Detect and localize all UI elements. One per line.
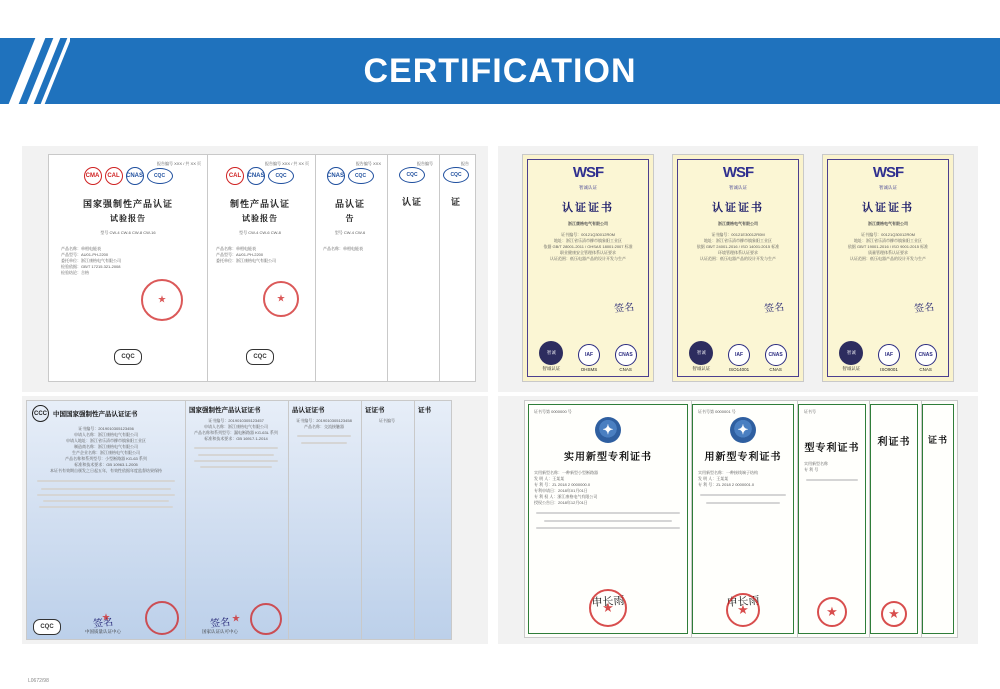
cqc-mark-icon: CQC bbox=[33, 619, 61, 635]
certificate-field: 产品名称：单相电能表 bbox=[323, 246, 363, 251]
certificate-card[interactable] bbox=[286, 400, 362, 640]
cnas-logo-icon: CNAS bbox=[126, 167, 144, 185]
certification-logo-row bbox=[443, 167, 469, 183]
page-title: CERTIFICATION bbox=[363, 51, 637, 90]
national-emblem-icon: ✦ bbox=[595, 417, 621, 443]
cqc-logo-icon: CQC bbox=[443, 167, 469, 183]
certificate-subtitle: 试验报告 bbox=[242, 214, 278, 223]
certificate-field: 委托单位：浙江康格电气有限公司 bbox=[216, 258, 276, 263]
accreditation-marks bbox=[678, 341, 798, 372]
certificate-title: 证书 bbox=[418, 407, 431, 414]
certificate-card[interactable] bbox=[48, 154, 208, 382]
red-seal-stamp bbox=[250, 603, 282, 635]
cqc-mark-icon: CQC bbox=[246, 349, 274, 365]
certificate-title: 认证证书 bbox=[862, 202, 914, 214]
certificate-lines bbox=[684, 232, 792, 262]
certificate-card[interactable] bbox=[524, 400, 692, 638]
cnas-logo-icon: CNAS bbox=[327, 167, 345, 185]
certificate-line: 申请人名称：浙江康格电气有限公司 bbox=[204, 424, 268, 429]
certificate-title: 用新型专利证书 bbox=[704, 452, 782, 463]
cqc-logo-icon: CQC bbox=[399, 167, 425, 183]
certificate-field: 产品型号：AU01-PH-2200 bbox=[61, 252, 109, 257]
national-emblem-icon: ✦ bbox=[730, 417, 756, 443]
certificate-line: 证书编号：2019010305123456 bbox=[78, 426, 134, 431]
certificate-line: 产品名称：交流接触器 bbox=[304, 424, 344, 429]
accreditation-marks bbox=[828, 341, 948, 372]
red-seal-stamp bbox=[263, 281, 299, 317]
cnas-mark-icon: CNAS bbox=[615, 344, 637, 366]
certificate-product-line: 型号 CW-4 CW-6 bbox=[334, 230, 366, 235]
signature: 签名 bbox=[613, 301, 635, 316]
bottom-identifier: L0672/98 bbox=[28, 678, 49, 684]
mark-label: OHSMS bbox=[580, 367, 598, 372]
certificate-line: 实用新型名称：一种新型小型断路器 bbox=[534, 470, 598, 475]
certificate-line: 申请人地址：浙江省乐清市柳市镇象阳工业区 bbox=[66, 438, 146, 443]
certificate-line: 依据 GB/T 28001-2011 / OHSAS 18001:2007 标准 bbox=[543, 244, 633, 249]
page-header-banner bbox=[0, 38, 1000, 104]
certificate-line: 证书编号：00121Q30012R0M bbox=[861, 232, 915, 237]
wsf-seal-icon: 智诚 bbox=[839, 341, 863, 365]
certificate-lines bbox=[287, 416, 361, 450]
certification-logo-row bbox=[211, 167, 309, 185]
certificate-grid bbox=[22, 146, 978, 646]
issuing-authority: 中国质量认证中心 bbox=[85, 629, 121, 634]
certificate-lines bbox=[360, 416, 414, 426]
red-seal-stamp bbox=[817, 597, 847, 627]
red-seal-stamp bbox=[589, 589, 627, 627]
certificate-fields bbox=[211, 246, 309, 264]
certificate-title: 中国国家强制性产品认证证书 bbox=[53, 411, 138, 418]
certificate-card[interactable] bbox=[183, 400, 289, 640]
certificate-line: 专 利 号 bbox=[804, 467, 819, 472]
certificate-header-note: 报告 bbox=[461, 161, 469, 166]
certificate-product-line: 型号 CW-4 CW-6 CW-8 bbox=[239, 230, 281, 235]
wsf-logo-subtitle: 智诚认证 bbox=[579, 185, 597, 190]
certificate-title: 品认证证书 bbox=[292, 407, 325, 414]
wsf-logo-icon: WSF 智诚认证 bbox=[534, 165, 642, 195]
red-seal-stamp bbox=[881, 601, 907, 627]
certification-logo-row bbox=[55, 167, 201, 185]
certificate-line: 实用新型名称：一种接线端子结构 bbox=[698, 470, 758, 475]
certificate-header-note: 证书号第 0000001 号 bbox=[698, 409, 736, 414]
certification-logo-row bbox=[319, 167, 381, 185]
certificate-line: 认证范围：低压电器产品的设计开发与生产 bbox=[550, 256, 626, 261]
certificate-line: 质量管理体系认证要求 bbox=[868, 250, 908, 255]
certificate-lines bbox=[184, 416, 288, 474]
certificate-header-note: 证书号第 0000000 号 bbox=[534, 409, 572, 414]
certificate-title: 证 bbox=[450, 197, 461, 207]
ccc-logo-icon: CCC bbox=[32, 405, 49, 422]
certificate-line: 依据 GB/T 19001-2016 / ISO 9001:2015 标准 bbox=[847, 244, 929, 249]
certificate-card[interactable] bbox=[359, 400, 415, 640]
certificate-line: 生产企业名称：浙江康格电气有限公司 bbox=[72, 450, 140, 455]
signature: 申长雨 bbox=[726, 594, 760, 610]
certificate-card[interactable] bbox=[688, 400, 798, 638]
certificate-card[interactable] bbox=[312, 154, 388, 382]
certificate-line: 地址：浙江省乐清市柳市镇象阳工业区 bbox=[554, 238, 622, 243]
certificate-lines bbox=[834, 232, 942, 262]
wsf-seal-icon: 智诚 bbox=[689, 341, 713, 365]
certificate-line: 认证范围：低压电器产品的设计开发与生产 bbox=[850, 256, 926, 261]
wsf-logo-subtitle: 智诚认证 bbox=[729, 185, 747, 190]
certificate-line: 标准和技术要求：GB 10963.1-2005 bbox=[74, 462, 138, 467]
cqc-mark-icon: CQC bbox=[114, 349, 142, 365]
certificate-card[interactable] bbox=[918, 400, 958, 638]
mark-label: CNAS bbox=[919, 367, 932, 372]
wsf-logo-subtitle: 智诚认证 bbox=[879, 185, 897, 190]
certificate-line: 产品名称和系列型号：漏电断路器 KG-63L 系列 bbox=[194, 430, 278, 435]
certificate-line: 申请人名称：浙江康格电气有限公司 bbox=[74, 432, 138, 437]
certificate-field: 产品名称：单相电能表 bbox=[216, 246, 256, 251]
certificate-line: 专利申请日：2018年01月01日 bbox=[534, 488, 588, 493]
certificate-field: 检验依据：GB/T 17215.321-2008 bbox=[61, 264, 121, 269]
signature: 签名 bbox=[763, 301, 785, 316]
cma-logo-icon: CMA bbox=[84, 167, 102, 185]
certificate-line: 地址：浙江省乐清市柳市镇象阳工业区 bbox=[704, 238, 772, 243]
certificate-line: 证书编号：2019010305123458 bbox=[296, 418, 352, 423]
certificate-line: 地址：浙江省乐清市柳市镇象阳工业区 bbox=[854, 238, 922, 243]
certificate-lines bbox=[534, 470, 682, 529]
certificate-title: 证书 bbox=[928, 435, 948, 445]
cqc-logo-icon: CQC bbox=[147, 168, 173, 184]
certificate-line: 制造商名称：浙江康格电气有限公司 bbox=[74, 444, 138, 449]
wsf-logo-icon: WSF 智诚认证 bbox=[684, 165, 792, 195]
certificate-line: 环境管理体系认证要求 bbox=[718, 250, 758, 255]
certificate-title: 实用新型专利证书 bbox=[564, 452, 652, 463]
certificate-stack bbox=[22, 396, 488, 644]
certificate-card[interactable] bbox=[672, 154, 804, 382]
accreditation-marks bbox=[528, 341, 648, 372]
certificate-company: 浙江康格电气有限公司 bbox=[868, 221, 908, 226]
certificate-line: 认证范围：低压电器产品的设计开发与生产 bbox=[700, 256, 776, 261]
iaf-mark-icon: IAF bbox=[728, 344, 750, 366]
certificate-line: 专 利 权 人：浙江康格电气有限公司 bbox=[534, 494, 598, 499]
certificate-header-note: 报告编号 XXX bbox=[355, 161, 381, 166]
certificate-field: 委托单位：浙江康格电气有限公司 bbox=[61, 258, 121, 263]
certificate-stack bbox=[498, 146, 978, 392]
certificate-line: 本证书有效期自颁发之日起五年，有效性依据年度监督结果保持 bbox=[50, 468, 162, 473]
mark-label: CNAS bbox=[619, 367, 632, 372]
certificate-title: 认证证书 bbox=[712, 202, 764, 214]
mark-label: 智诚认证 bbox=[542, 366, 561, 371]
certificate-header-note: 报告编号 XXX / 共 XX 页 bbox=[264, 161, 309, 166]
certificate-fields bbox=[55, 246, 201, 276]
certificate-field: 检验结论：合格 bbox=[61, 270, 89, 275]
certificate-lines bbox=[534, 232, 642, 262]
certificate-line: 产品名称和系列型号：小型断路器 KG-63 系列 bbox=[65, 456, 147, 461]
signature: 签名 bbox=[209, 616, 231, 631]
certificate-title: 证证书 bbox=[365, 407, 385, 414]
red-seal-stamp bbox=[726, 593, 760, 627]
cnas-mark-icon: CNAS bbox=[915, 344, 937, 366]
issuing-authority: 国家认证认可中心 bbox=[202, 629, 238, 634]
signature: 申长雨 bbox=[591, 594, 625, 610]
certificate-line: 发 明 人：王某某 bbox=[698, 476, 729, 481]
certificate-card[interactable] bbox=[412, 400, 452, 640]
mark-label: ISO14001 bbox=[728, 367, 750, 372]
certificate-title: 型专利证书 bbox=[804, 443, 860, 454]
cnas-mark-icon: CNAS bbox=[765, 344, 787, 366]
certificate-lines bbox=[804, 461, 860, 481]
certificate-title: 利证书 bbox=[877, 437, 911, 448]
wsf-logo-icon: WSF 智诚认证 bbox=[834, 165, 942, 195]
red-seal-stamp bbox=[141, 279, 183, 321]
mark-label: 智诚认证 bbox=[692, 366, 711, 371]
certificate-field: 产品型号：AU01-PH-2200 bbox=[216, 252, 264, 257]
certificate-card[interactable] bbox=[822, 154, 954, 382]
cal-logo-icon: CAL bbox=[105, 167, 123, 185]
certificate-card[interactable] bbox=[866, 400, 922, 638]
signature: 签名 bbox=[913, 301, 935, 316]
certificate-title: 品认证 bbox=[334, 199, 365, 209]
certificate-line: 职业健康安全管理体系认证要求 bbox=[560, 250, 616, 255]
certificate-stack bbox=[22, 146, 488, 392]
signature: 签名 bbox=[92, 616, 114, 631]
certificate-title: 制性产品认证 bbox=[229, 199, 290, 209]
mark-label: ISO9001 bbox=[880, 367, 898, 372]
certificate-group-wsf-system bbox=[498, 146, 978, 392]
certificate-group-cqc-test-reports bbox=[22, 146, 488, 392]
certificate-card[interactable] bbox=[436, 154, 476, 382]
certificate-line: 证书编号：00121Q30012R0M bbox=[561, 232, 615, 237]
certificate-line: 证书编号：2019010305123457 bbox=[208, 418, 264, 423]
certificate-line: 实用新型名称 bbox=[804, 461, 828, 466]
certificate-card[interactable] bbox=[522, 154, 654, 382]
certificate-company: 浙江康格电气有限公司 bbox=[718, 221, 758, 226]
certificate-fields bbox=[319, 246, 381, 252]
certificate-group-ccc-product bbox=[22, 396, 488, 644]
certificate-lines bbox=[698, 470, 788, 504]
certificate-title: 认证 bbox=[401, 197, 422, 207]
certificate-product-line: 型号 CW-4 CW-6 CW-8 CW-16 bbox=[100, 230, 156, 235]
cqc-logo-icon: CQC bbox=[268, 168, 294, 184]
certificate-card[interactable] bbox=[26, 400, 186, 640]
certificate-title: 认证证书 bbox=[562, 202, 614, 214]
certificate-header-note: 证书号 bbox=[804, 409, 816, 414]
certificate-line: 专 利 号：ZL 2018 2 0000001.0 bbox=[698, 482, 755, 487]
certificate-line: 证书编号 bbox=[379, 418, 395, 423]
certificate-header-note: 报告编号 XXX / 共 XX 页 bbox=[156, 161, 201, 166]
certificate-header-note: 报告编号 bbox=[417, 161, 433, 166]
wsf-seal-icon: 智诚 bbox=[539, 341, 563, 365]
mark-label: 智诚认证 bbox=[842, 366, 861, 371]
certificate-subtitle: 告 bbox=[345, 214, 355, 223]
certificate-card[interactable] bbox=[794, 400, 870, 638]
certificate-card[interactable] bbox=[204, 154, 316, 382]
certificate-line: 授权公告日：2018年12月01日 bbox=[534, 500, 588, 505]
certificate-lines bbox=[27, 424, 185, 514]
red-seal-stamp bbox=[145, 601, 179, 635]
cal-logo-icon: CAL bbox=[226, 167, 244, 185]
certificate-subtitle: 试验报告 bbox=[110, 214, 146, 223]
certificate-field: 产品名称：单相电能表 bbox=[61, 246, 101, 251]
certificate-line: 标准和技术要求：GB 16917.1-2014 bbox=[204, 436, 268, 441]
iaf-mark-icon: IAF bbox=[578, 344, 600, 366]
certificate-stack bbox=[498, 396, 978, 644]
certificate-line: 证书编号：00121E30012R0M bbox=[711, 232, 765, 237]
certificate-line: 发 明 人：王某某 bbox=[534, 476, 565, 481]
certificate-company: 浙江康格电气有限公司 bbox=[568, 221, 608, 226]
certificate-group-utility-patents bbox=[498, 396, 978, 644]
cqc-logo-icon: CQC bbox=[348, 168, 374, 184]
banner-decoration bbox=[0, 38, 70, 104]
certificate-title: 国家强制性产品认证 bbox=[82, 199, 173, 209]
certificate-card[interactable] bbox=[384, 154, 440, 382]
iaf-mark-icon: IAF bbox=[878, 344, 900, 366]
certification-logo-row bbox=[391, 167, 433, 183]
certificate-line: 专 利 号：ZL 2018 2 0000000.0 bbox=[534, 482, 591, 487]
certificate-line: 依据 GB/T 24001-2016 / ISO 14001:2015 标准 bbox=[696, 244, 780, 249]
cnas-logo-icon: CNAS bbox=[247, 167, 265, 185]
certificate-title: 国家强制性产品认证证书 bbox=[189, 407, 261, 414]
mark-label: CNAS bbox=[769, 367, 782, 372]
